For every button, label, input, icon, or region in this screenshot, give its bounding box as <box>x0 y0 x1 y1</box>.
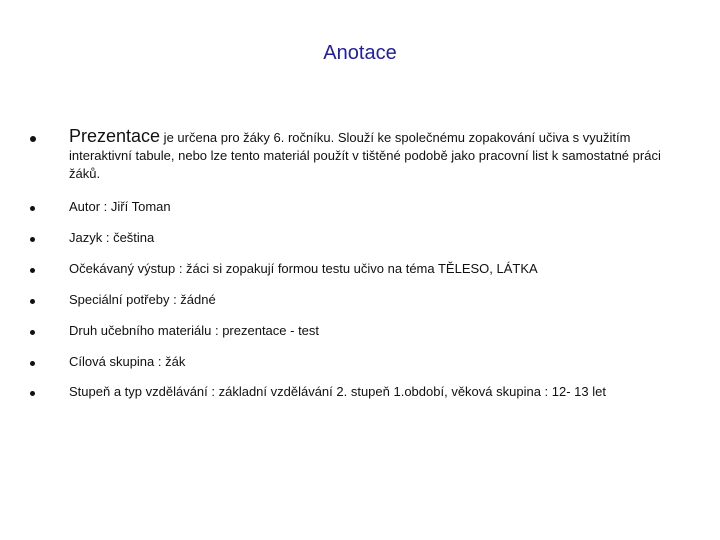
bullet-icon <box>30 268 35 273</box>
list-item-lead: Prezentace <box>69 126 161 146</box>
bullet-icon <box>30 206 35 211</box>
bullet-icon <box>30 330 35 335</box>
list-item-text: Očekávaný výstup : žáci si zopakují formou testu učivo na téma TĚLESO, LÁTKA <box>69 261 538 276</box>
list-item-body: je určena pro žáky 6. ročníku. Slouží ke společnému zopakování učiva s využitím interaktivní tabule, nebo lze tento materiál použít v tištěné podobě jako pracovní list k samostatné práci žáků. <box>69 130 661 181</box>
list-item-text: Stupeň a typ vzdělávání : základní vzdělávání 2. stupeň 1.období, věková skupina : 12- 13 let <box>69 384 606 399</box>
list-item-text: Druh učebního materiálu : prezentace - test <box>69 323 320 338</box>
list-item-text: Speciální potřeby : žádné <box>69 292 216 307</box>
list-item-text: Jazyk : čeština <box>69 230 155 245</box>
bullet-icon <box>30 237 35 242</box>
bullet-icon <box>30 136 36 142</box>
bullet-icon <box>30 299 35 304</box>
list-item-text: Autor : Jiří Toman <box>69 199 171 214</box>
page-title: Anotace <box>323 42 397 64</box>
bullet-icon <box>30 361 35 366</box>
bullet-icon <box>30 391 35 396</box>
list-item-text <box>69 127 689 183</box>
list-item-text: Cílová skupina : žák <box>69 354 186 369</box>
